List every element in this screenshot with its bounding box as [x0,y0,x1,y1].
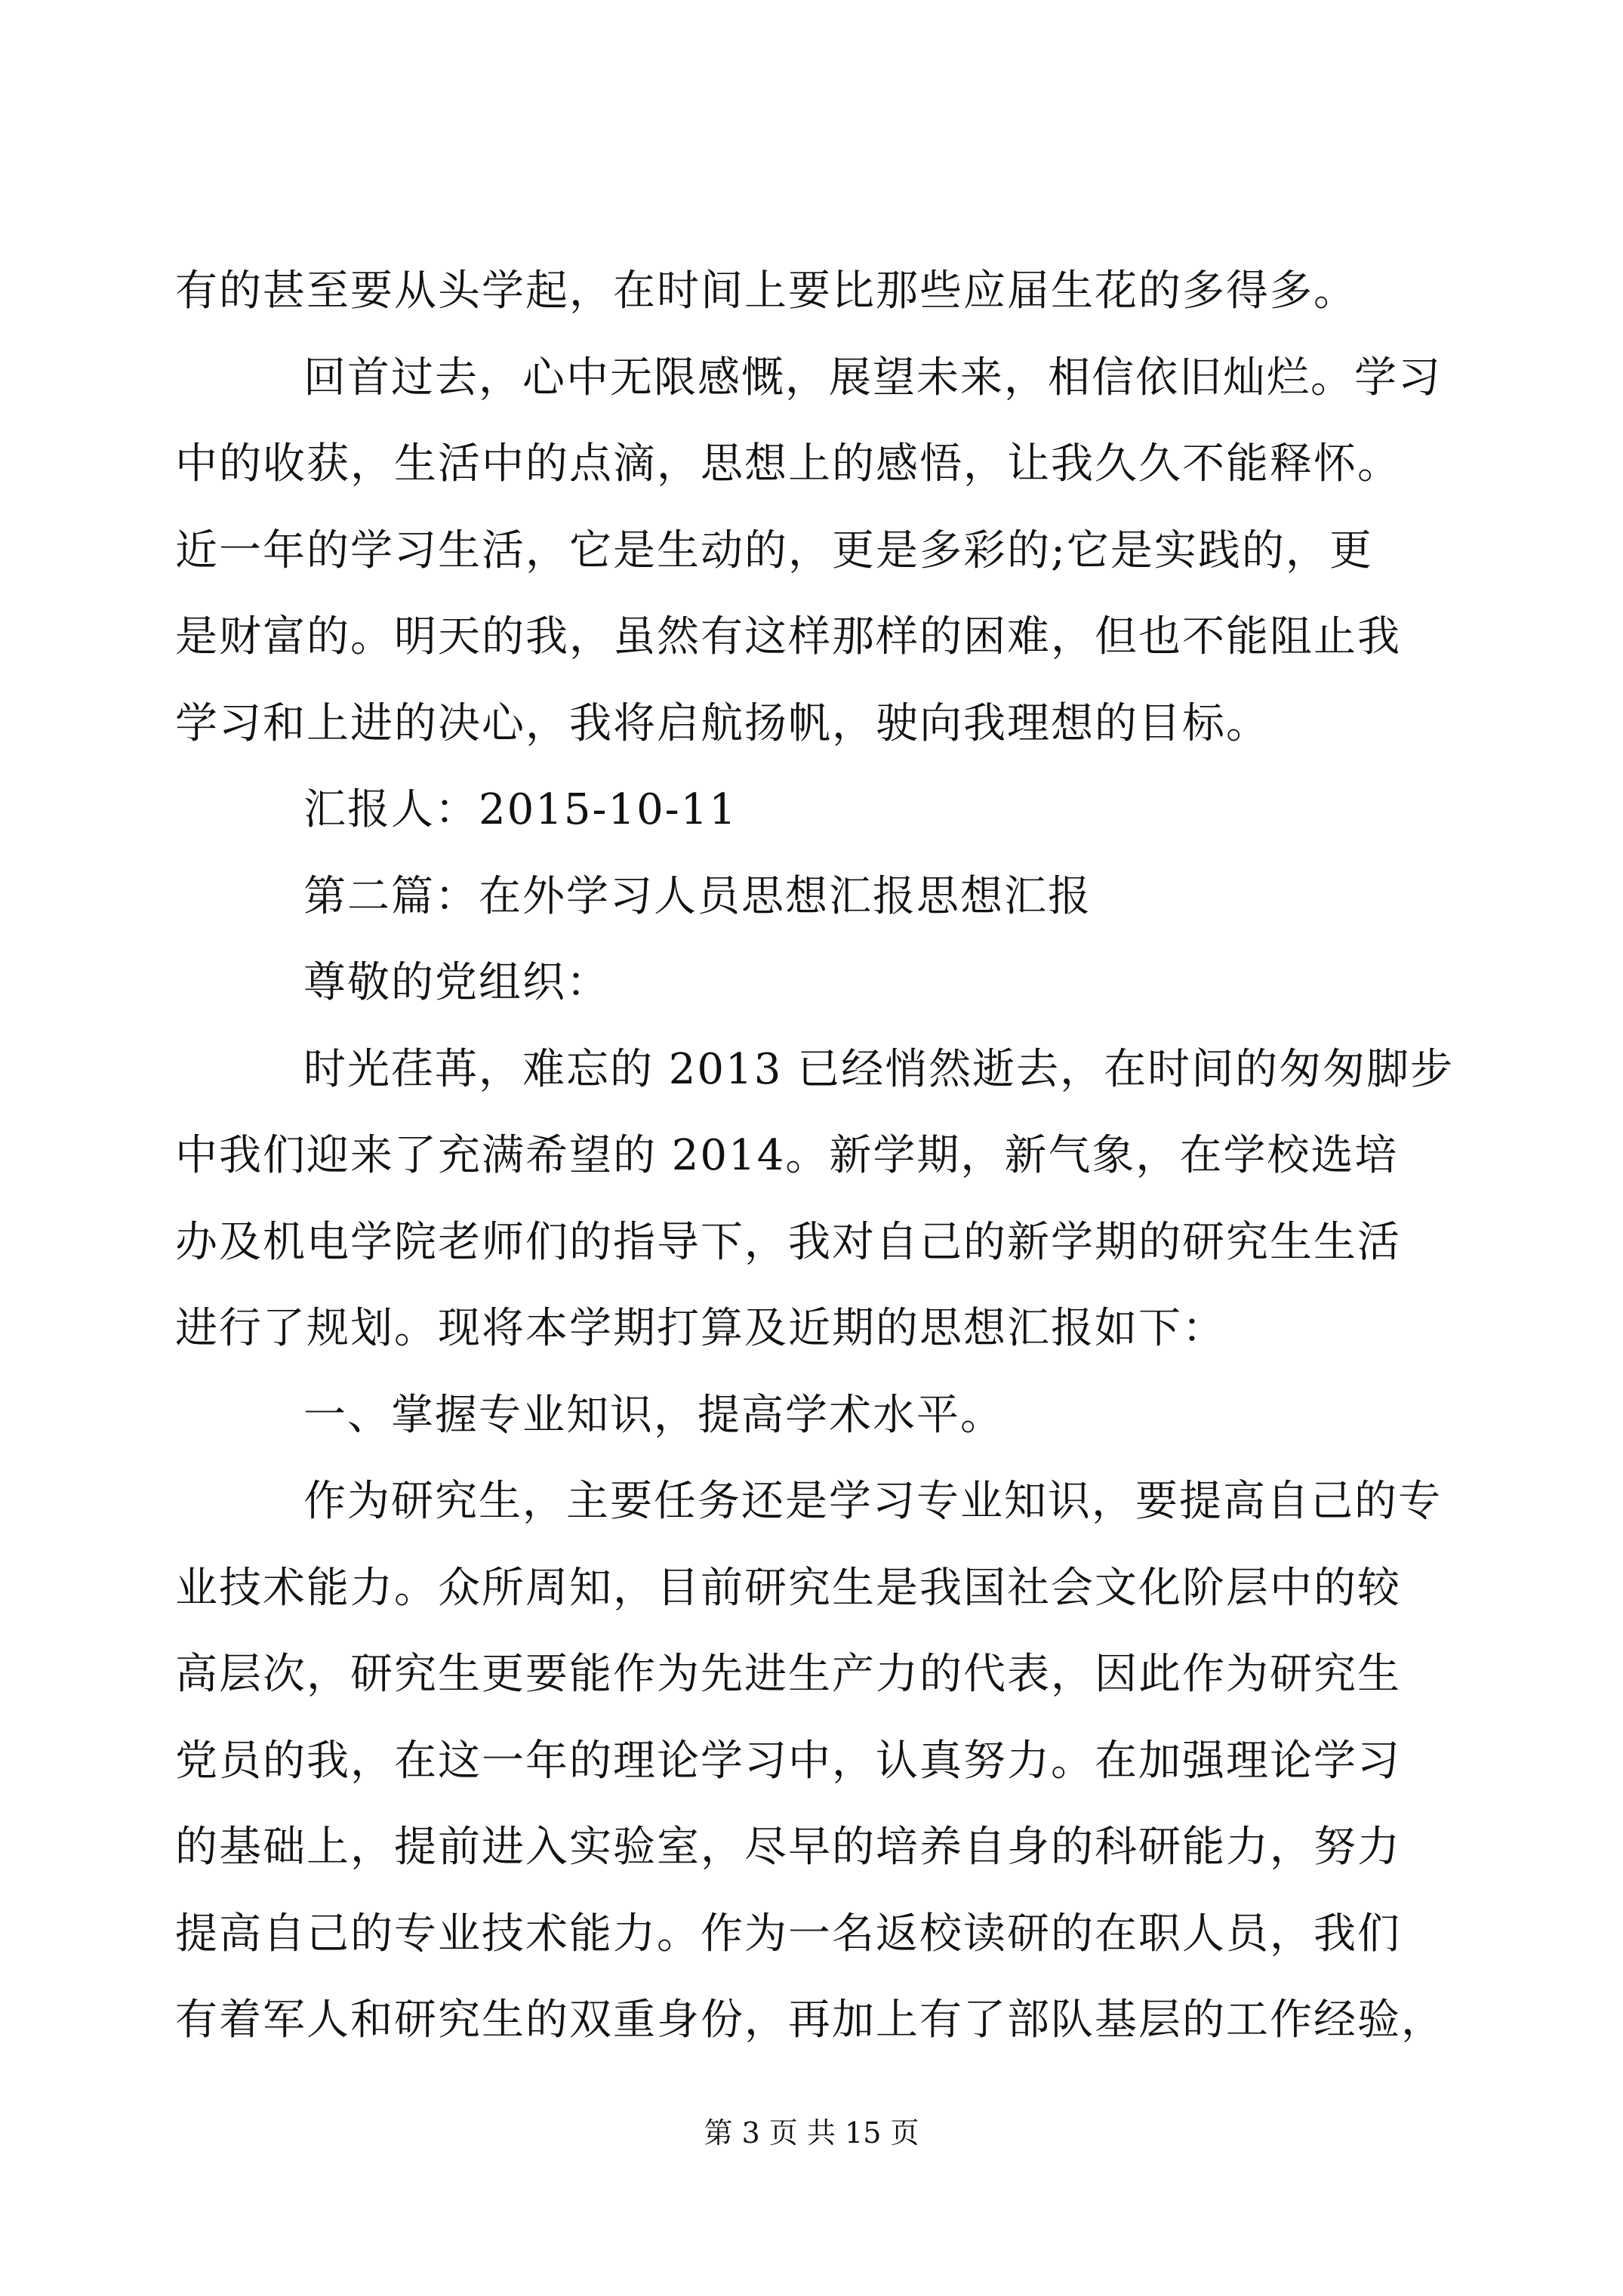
text-line: 有的甚至要从头学起，在时间上要比那些应届生花的多得多。 [175,267,1357,316]
text-line: 中我们迎来了充满希望的 2014。新学期，新气象，在学校选培 [175,1131,1399,1180]
text-line: 进行了规划。现将本学期打算及近期的思想汇报如下： [175,1304,1226,1353]
text-line: 有着军人和研究生的双重身份，再加上有了部队基层的工作经验， [175,1996,1445,2045]
text-line: 提高自己的专业技术能力。作为一名返校读研的在职人员，我们 [175,1909,1401,1959]
page-number-footer: 第 3 页 共 15 页 [704,2116,919,2150]
text-line: 学习和上进的决心，我将启航扬帆，驶向我理想的目标。 [175,699,1270,748]
text-line: 党员的我，在这一年的理论学习中，认真努力。在加强理论学习 [175,1737,1401,1786]
salutation: 尊敬的党组织： [303,958,610,1007]
text-line: 时光荏苒，难忘的 2013 已经悄然逝去，在时间的匆匆脚步 [303,1045,1455,1094]
subsection-heading: 一、掌握专业知识，提高学术水平。 [303,1391,1004,1440]
text-line: 办及机电学院老师们的指导下，我对自己的新学期的研究生生活 [175,1218,1401,1267]
signature-line: 汇报人：2015-10-11 [303,785,738,834]
text-line: 作为研究生，主要任务还是学习专业知识，要提高自己的专 [303,1477,1442,1526]
text-line: 业技术能力。众所周知，目前研究生是我国社会文化阶层中的较 [175,1564,1401,1613]
text-line: 高层次，研究生更要能作为先进生产力的代表，因此作为研究生 [175,1650,1401,1699]
section-title: 第二篇：在外学习人员思想汇报思想汇报 [303,872,1092,921]
text-line: 近一年的学习生活，它是生动的，更是多彩的;它是实践的，更 [175,526,1373,575]
text-line: 的基础上，提前进入实验室，尽早的培养自身的科研能力，努力 [175,1823,1401,1872]
text-line: 中的收获，生活中的点滴，思想上的感悟，让我久久不能释怀。 [175,439,1401,488]
text-line: 是财富的。明天的我，虽然有这样那样的困难，但也不能阻止我 [175,612,1401,661]
text-line: 回首过去，心中无限感慨，展望未来，相信依旧灿烂。学习 [303,353,1442,402]
